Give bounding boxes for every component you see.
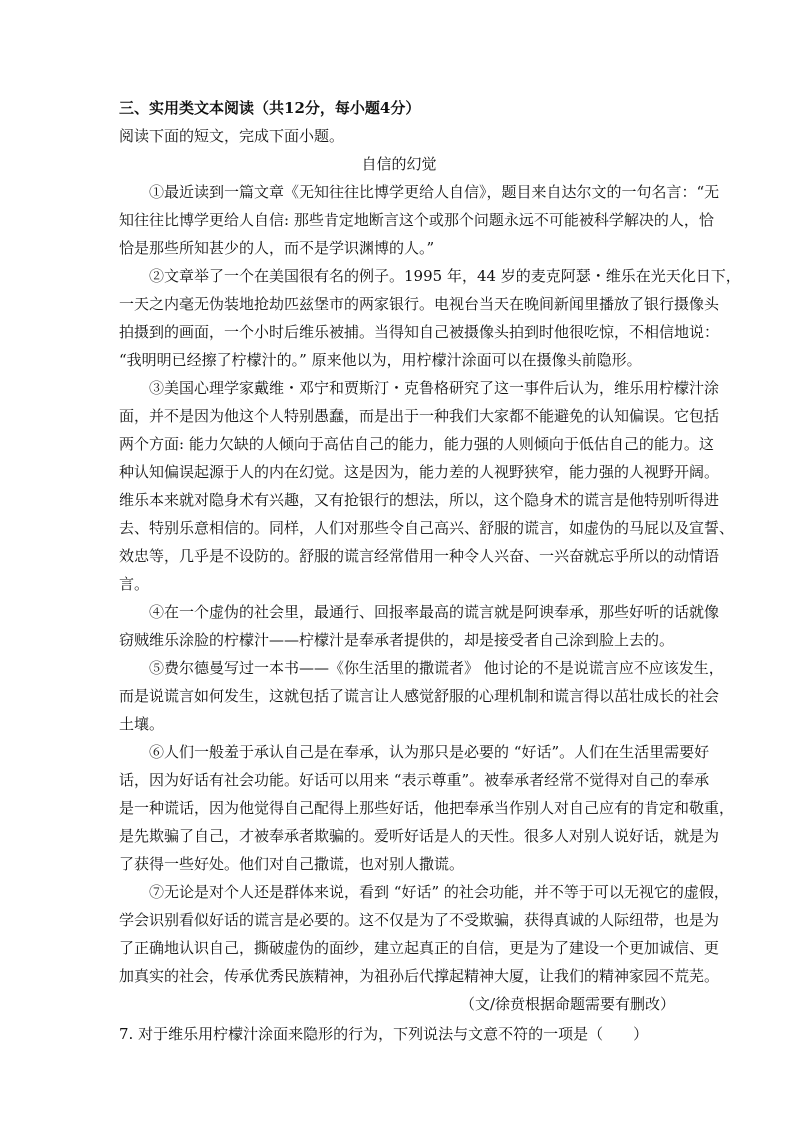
paragraph-7-line-2: 学会识别看似好话的谎言是必要的。这不仅是为了不受欺骗，获得真诚的人际纽带，也是为 [119,911,720,929]
paragraph-2-line-1: ②文章举了一个在美国很有名的例子。1995 年，44 岁的麦克阿瑟・维乐在光天化日下， [149,267,741,285]
paragraph-1-line-3: 恰是那些所知甚少的人，而不是学识渊博的人。” [119,239,435,257]
question-7: 7. 对于维乐用柠檬汁涂面来隐形的行为，下列说法与文意不符的一项是（ ） [119,1025,649,1043]
paragraph-4-line-2: 窃贼维乐涂脸的柠檬汁——柠檬汁是奉承者提供的，却是接受者自己涂到脸上去的。 [119,631,675,649]
paragraph-1-line-2: 知往往比博学更给人自信: 那些肯定地断言这个或那个问题永远不可能被科学解决的人，恰 [119,211,714,229]
article-title: 自信的幻觉 [361,155,437,173]
paragraph-5-line-1: ⑤费尔德曼写过一本书——《你生活里的撒谎者》 他讨论的不是说谎言应不应该发生， [149,659,724,677]
paragraph-3-line-4: 种认知偏误起源于人的内在幻觉。这是因为，能力差的人视野狭窄，能力强的人视野开阔。 [119,463,720,481]
paragraph-6-line-4: 是先欺骗了自己，才被奉承者欺骗的。爱听好话是人的天性。很多人对别人说好话，就是为 [119,827,720,845]
paragraph-7-line-3: 了正确地认识自己，撕破虚伪的面纱，建立起真正的自信，更是为了建设一个更加诚信、更 [119,939,720,957]
paragraph-6-line-2: 话，因为好话有社会功能。好话可以用来 “表示尊重”。被奉承者经常不觉得对自己的奉承 [119,771,710,789]
paragraph-2-line-4: “我明明已经擦了柠檬汁的。” 原来他以为，用柠檬汁涂面可以在摄像头前隐形。 [119,351,642,369]
instruction-text: 阅读下面的短文，完成下面小题。 [119,127,345,145]
paragraph-3-line-8: 言。 [119,575,150,593]
paragraph-6-line-3: 是一种谎话，因为他觉得自己配得上那些好话，他把奉承当作别人对自己应有的肯定和敬重， [119,799,735,817]
paragraph-5-line-3: 土壤。 [119,715,165,733]
paragraph-2-line-3: 拍摄到的画面，一个小时后维乐被捕。当得知自己被摄像头拍到时他很吃惊，不相信地说： [119,323,720,341]
paragraph-5-line-2: 而是说谎言如何发生，这就包括了谎言让人感觉舒服的心理机制和谎言得以茁壮成长的社会 [119,687,720,705]
paragraph-6-line-1: ⑥人们一般羞于承认自己是在奉承，认为那只是必要的 “好话”。人们在生活里需要好 [149,743,710,761]
paragraph-2-line-2: 一天之内毫无伪装地抢劫匹兹堡市的两家银行。电视台当天在晚间新闻里播放了银行摄像头 [119,295,720,313]
paragraph-7-line-1: ⑦无论是对个人还是群体来说，看到 “好话” 的社会功能，并不等于可以无视它的虚假， [149,883,729,901]
paragraph-3-line-6: 去、特别乐意相信的。同样，人们对那些令自己高兴、舒服的谎言，如虚伪的马屁以及宣誓、 [119,519,735,537]
paragraph-4-line-1: ④在一个虚伪的社会里，最通行、回报率最高的谎言就是阿谀奉承，那些好听的话就像 [149,603,720,621]
paragraph-3-line-5: 维乐本来就对隐身术有兴趣，又有抢银行的想法，所以，这个隐身术的谎言是他特别听得进 [119,491,720,509]
section-heading: 三、实用类文本阅读（共12分，每小题4分） [119,99,421,117]
paragraph-7-line-4: 加真实的社会，传承优秀民族精神，为祖孙后代撑起精神大厦，让我们的精神家园不荒芜。 [119,967,720,985]
paragraph-1-line-1: ①最近读到一篇文章《无知往往比博学更给人自信》，题目来自达尔文的一句名言：“无 [149,183,720,201]
exam-page [119,94,741,1048]
paragraph-3-line-1: ③美国心理学家戴维・邓宁和贾斯汀・克鲁格研究了这一事件后认为，维乐用柠檬汁涂 [149,379,720,397]
paragraph-3-line-7: 效忠等，几乎是不设防的。舒服的谎言经常借用一种令人兴奋、一兴奋就忘乎所以的动情语 [119,547,720,565]
paragraph-3-line-2: 面，并不是因为他这个人特别愚蠢，而是出于一种我们大家都不能避免的认知偏误。它包括 [119,407,720,425]
paragraph-6-line-5: 了获得一些好处。他们对自己撒谎，也对别人撒谎。 [119,855,465,873]
article-body [119,178,741,990]
article-source: （文/徐贲根据命题需要有删改） [459,995,675,1013]
paragraph-3-line-3: 两个方面: 能力欠缺的人倾向于高估自己的能力，能力强的人则倾向于低估自己的能力。这 [119,435,714,453]
